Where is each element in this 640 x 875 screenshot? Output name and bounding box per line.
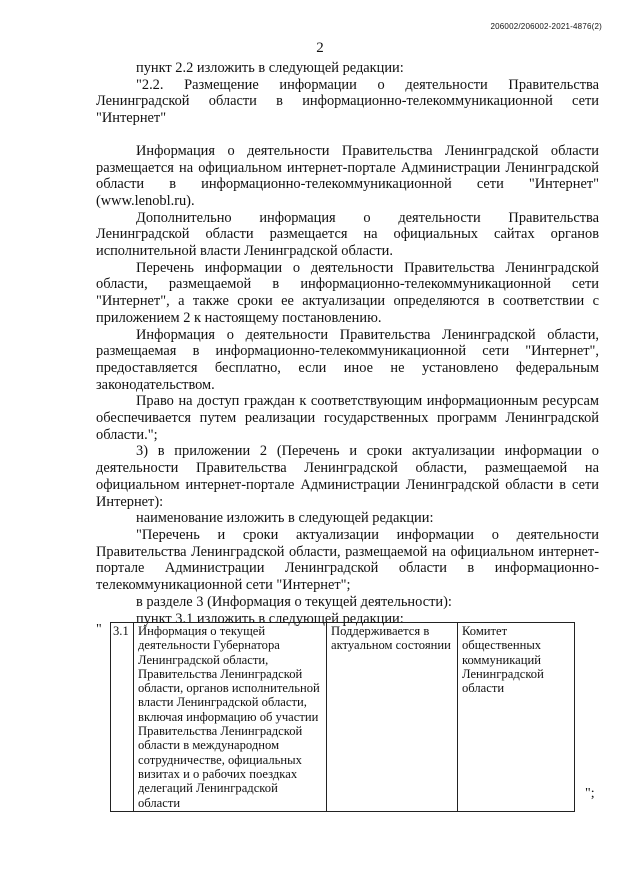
paragraph: наименование изложить в следующей редакции: [136, 510, 434, 527]
paragraph: Право на доступ граждан к соответствующим информационным ресурсам обеспечивается путем реализации государственных программ Ленинградской области."; [96, 393, 599, 443]
page-number: 2 [316, 40, 324, 56]
row-name-cell: Информация о текущей деятельности Губернатора Ленинградской области, Правительства Ленинградской области, органов исполнительной власти Ленинградской области, включая информацию об участии Правительства Ленинградской области в международном сотрудничестве, официальных визитах и о рабочих поездках делегаций Ленинградской области [134, 623, 327, 812]
paragraph: Дополнительно информация о деятельности Правительства Ленинградской области размещается на официальных сайтах органов исполнительной власти Ленинградской области. [96, 209, 599, 260]
row-number-cell: 3.1 [111, 623, 134, 812]
paragraph: "2.2. Размещение информации о деятельности Правительства Ленинградской области в информационно-телекоммуникационной сети "Интернет" [96, 76, 599, 127]
document-id: 206002/206002-2021-4876(2) [490, 22, 602, 31]
paragraph: "Перечень и сроки актуализации информации о деятельности Правительства Ленинградской области, размещаемой на официальном интернет-портале Администрации Ленинградской области в информационно-телекоммуникационной сети "Интернет"; [96, 526, 599, 594]
row-responsible-cell: Комитет общественных коммуникаций Ленинградской области [458, 623, 575, 812]
row-padding-cell [575, 623, 600, 812]
document-body [96, 60, 599, 627]
paragraph: пункт 2.2 изложить в следующей редакции: [136, 60, 404, 76]
table-row [111, 623, 600, 812]
paragraph: Информация о деятельности Правительства Ленинградской области, размещаемая в информационно-телекоммуникационной сети "Интернет", предоставляется бесплатно, если иное не установлено федеральным законодательством. [96, 326, 599, 393]
table-close-quote: "; [585, 786, 595, 801]
table-open-quote: " [96, 622, 102, 637]
paragraph: Информация о деятельности Правительства Ленинградской области размещается на официальном интернет-портале Администрации Ленинградской области в информационно-телекоммуникационной сети "Интернет" (www.lenobl.ru). [96, 142, 599, 209]
paragraph: Перечень информации о деятельности Правительства Ленинградской области, размещаемой в информационно-телекоммуникационной сети "Интернет", а также сроки ее актуализации определяются в соответствии с приложением 2 к настоящему постановлению. [96, 259, 599, 326]
paragraph: 3) в приложении 2 (Перечень и сроки актуализации информации о деятельности Правительства Ленинградской области, размещаемой на официальном интернет-портале Администрации Ленинградской области в сети Интернет): [96, 443, 599, 510]
paragraph: пункт 3.1 изложить в следующей редакции: [136, 610, 404, 627]
row-mode-cell: Поддерживается в актуальном состоянии [327, 623, 458, 812]
amended-table [110, 622, 599, 812]
paragraph: в разделе 3 (Информация о текущей деятельности): [136, 593, 452, 610]
